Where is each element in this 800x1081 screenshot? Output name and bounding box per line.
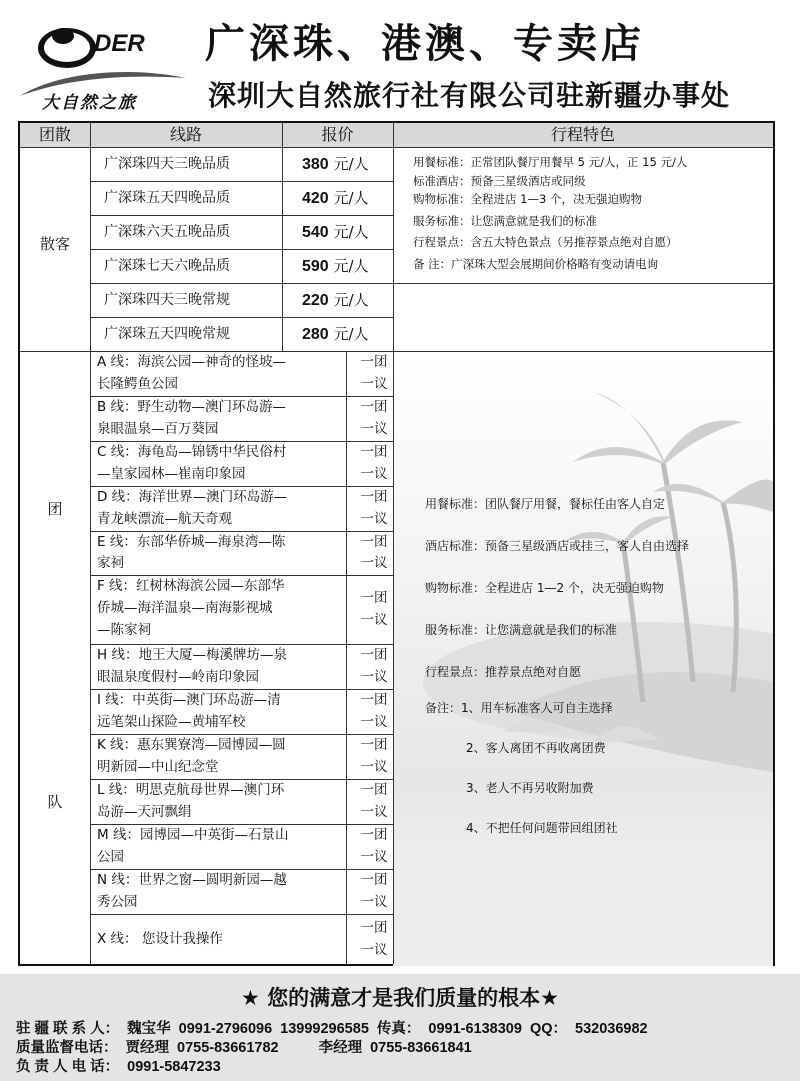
group-price: 一议	[360, 376, 388, 392]
qq-label: QQ：	[529, 1021, 567, 1037]
group-note: 2、客人离团不再收离团费	[466, 741, 606, 755]
scattered-route: 广深珠六天五晚品质	[104, 224, 230, 240]
group-note: 用餐标准：团队餐厅用餐，餐标任由客人自定	[425, 497, 666, 511]
group-route-line: 长隆鳄鱼公园	[97, 376, 178, 392]
group-price: 一团	[360, 354, 388, 370]
group-route-line: M 线：园博园—中英街—石景山	[97, 827, 289, 843]
group-route-line: 泉眼温泉—百万葵园	[97, 421, 219, 437]
col-header-route: 线路	[90, 123, 282, 147]
group-route-line: 侨城—海洋温泉—南海影视城	[97, 600, 273, 616]
supervisor-name: 贾经理	[125, 1040, 169, 1056]
group-note: 酒店标准：预备三星级酒店或挂三，客人自由选择	[425, 539, 690, 553]
group-route-line: E 线：东部华侨城—海泉湾—陈	[97, 534, 286, 550]
group-route-line: 秀公园	[97, 894, 138, 910]
group-route-line: —皇家园林—崔南印象园	[97, 466, 246, 482]
contact-mobile: 13999296585	[280, 1021, 369, 1037]
scattered-route: 广深珠五天四晚常规	[104, 326, 230, 342]
group-price: 一团	[360, 692, 388, 708]
supervisor-phone: 0755-83661841	[370, 1040, 472, 1056]
group-route-line: I 线：中英街—澳门环岛游—清	[97, 692, 281, 708]
group-price: 一团	[360, 920, 388, 936]
group-price: 一议	[360, 804, 388, 820]
scattered-feature: 标准酒店：预备三星级酒店或同级	[413, 173, 586, 188]
qq-number: 532036982	[575, 1021, 648, 1037]
group-price: 一团	[360, 872, 388, 888]
contact-name: 魏宝华	[127, 1021, 171, 1037]
contact-footer	[0, 974, 800, 1081]
scattered-feature: 行程景点：含五大特色景点（另推荐景点绝对自愿）	[413, 235, 678, 249]
col-header-price: 报价	[282, 123, 393, 147]
group-route-line: 岛游—天河飘绢	[97, 804, 192, 820]
scattered-price: 590 元/人	[302, 257, 369, 275]
group-route-line: C 线：海龟岛—锦锈中华民俗村	[97, 444, 287, 460]
group-note: 备注：1、用车标准客人可自主选择	[425, 701, 613, 715]
group-price: 一团	[360, 737, 388, 753]
supervise-label: 质量监督电话：	[16, 1040, 118, 1056]
group-route-line: 明新园—中山纪念堂	[97, 759, 219, 775]
group-price: 一团	[360, 647, 388, 663]
manager-label: 负 责 人 电 话：	[16, 1059, 120, 1075]
logo-emblem-icon	[38, 28, 96, 68]
group-route-line: D 线：海洋世界—澳门环岛游—	[97, 489, 288, 505]
page-title: 广深珠、港澳、专卖店	[205, 21, 645, 67]
fax-number: 0991-6138309	[428, 1021, 522, 1037]
group-route-line: A 线：海滨公园—神奇的怪坡—	[97, 354, 287, 370]
group-note: 服务标准：让您满意就是我们的标准	[425, 623, 618, 637]
scattered-price: 420 元/人	[302, 189, 369, 207]
group-price: 一议	[360, 942, 388, 958]
group-route-line: H 线：地王大厦—梅溪牌坊—泉	[97, 647, 287, 663]
page-header	[0, 0, 800, 118]
group-note: 行程景点：推荐景点绝对自愿	[425, 665, 582, 679]
group-route-line: N 线：世界之窗—圆明新园—越	[97, 872, 287, 888]
contact-label: 驻 疆 联 系 人：	[16, 1021, 120, 1037]
scattered-route: 广深珠七天六晚品质	[104, 258, 230, 274]
group-price: 一团	[360, 399, 388, 415]
group-route-line: —陈家祠	[97, 622, 151, 638]
group-route-line: L 线：明思克航母世界—澳门环	[97, 782, 285, 798]
group-route-line: 眼温泉度假村—岭南印象园	[97, 669, 259, 685]
scattered-feature: 服务标准：让您满意就是我们的标准	[413, 214, 597, 228]
group-price: 一团	[360, 827, 388, 843]
section-label-group-top: 团	[47, 500, 63, 518]
group-price: 一议	[360, 466, 388, 482]
contact-line	[16, 1017, 656, 1038]
group-note: 4、不把任何问题带回组团社	[466, 821, 618, 835]
scattered-price: 380 元/人	[302, 155, 369, 173]
scattered-route: 广深珠四天三晚常规	[104, 292, 230, 308]
section-label-scattered: 散客	[39, 235, 70, 253]
supervise-line	[16, 1036, 480, 1057]
group-price: 一议	[360, 714, 388, 730]
scattered-feature: 备 注：广深珠大型会展期间价格略有变动请电询	[413, 257, 659, 271]
group-price: 一议	[360, 759, 388, 775]
group-note: 3、老人不再另收附加费	[466, 781, 594, 795]
group-route-line: 青龙峡漂流—航天奇观	[97, 511, 232, 527]
scattered-feature: 购物标准：全程进店 1—3 个，决无强迫购物	[413, 192, 642, 206]
group-route-line: B 线：野生动物—澳门环岛游—	[97, 399, 287, 415]
supervisor-phone: 0755-83661782	[177, 1040, 279, 1056]
group-price: 一团	[360, 489, 388, 505]
col-header-features: 行程特色	[393, 123, 773, 147]
group-price: 一议	[360, 511, 388, 527]
group-price: 一议	[360, 669, 388, 685]
logo-brand-text: DER	[94, 30, 145, 57]
logo-subtitle: 大自然之旅	[42, 93, 137, 113]
group-route-line: F 线：红树林海滨公园—东部华	[97, 578, 285, 594]
col-header-type: 团散	[20, 123, 90, 147]
manager-line	[16, 1055, 229, 1076]
fax-label: 传真：	[376, 1021, 421, 1037]
manager-phone: 0991-5847233	[127, 1059, 221, 1075]
palm-beach-illustration	[393, 352, 773, 966]
supervisor-name: 李经理	[318, 1040, 363, 1056]
group-route-line: 远笔架山探险—黄埔军校	[97, 714, 246, 730]
scattered-price: 280 元/人	[302, 325, 369, 343]
scattered-route: 广深珠四天三晚品质	[104, 156, 230, 172]
scattered-route: 广深珠五天四晚品质	[104, 190, 230, 206]
group-price: 一团	[360, 590, 388, 606]
group-route-line: K 线：惠东巽寮湾—园博园—圆	[97, 737, 286, 753]
scattered-price: 540 元/人	[302, 223, 369, 241]
group-price: 一团	[360, 444, 388, 460]
group-price: 一议	[360, 555, 388, 571]
scattered-feature: 用餐标准：正常团队餐厅用餐早 5 元/人，正 15 元/人	[413, 155, 688, 169]
scattered-price: 220 元/人	[302, 291, 369, 309]
tour-price-table	[18, 121, 775, 966]
section-label-group-bottom: 队	[47, 793, 63, 811]
group-note: 购物标准：全程进店 1—2 个，决无强迫购物	[425, 581, 664, 595]
group-route-line: 家祠	[97, 555, 124, 571]
group-route-line: 公园	[97, 849, 124, 865]
group-price: 一议	[360, 421, 388, 437]
group-price: 一议	[360, 894, 388, 910]
contact-phone: 0991-2796096	[178, 1021, 273, 1037]
company-logo	[18, 18, 198, 113]
slogan: ★ 您的满意才是我们质量的根本★	[241, 986, 559, 1010]
page-subtitle: 深圳大自然旅行社有限公司驻新疆办事处	[208, 79, 731, 112]
group-price: 一议	[360, 849, 388, 865]
group-price: 一团	[360, 782, 388, 798]
group-route-line: X 线： 您设计我操作	[97, 931, 223, 947]
group-price: 一团	[360, 534, 388, 550]
group-price: 一议	[360, 612, 388, 628]
